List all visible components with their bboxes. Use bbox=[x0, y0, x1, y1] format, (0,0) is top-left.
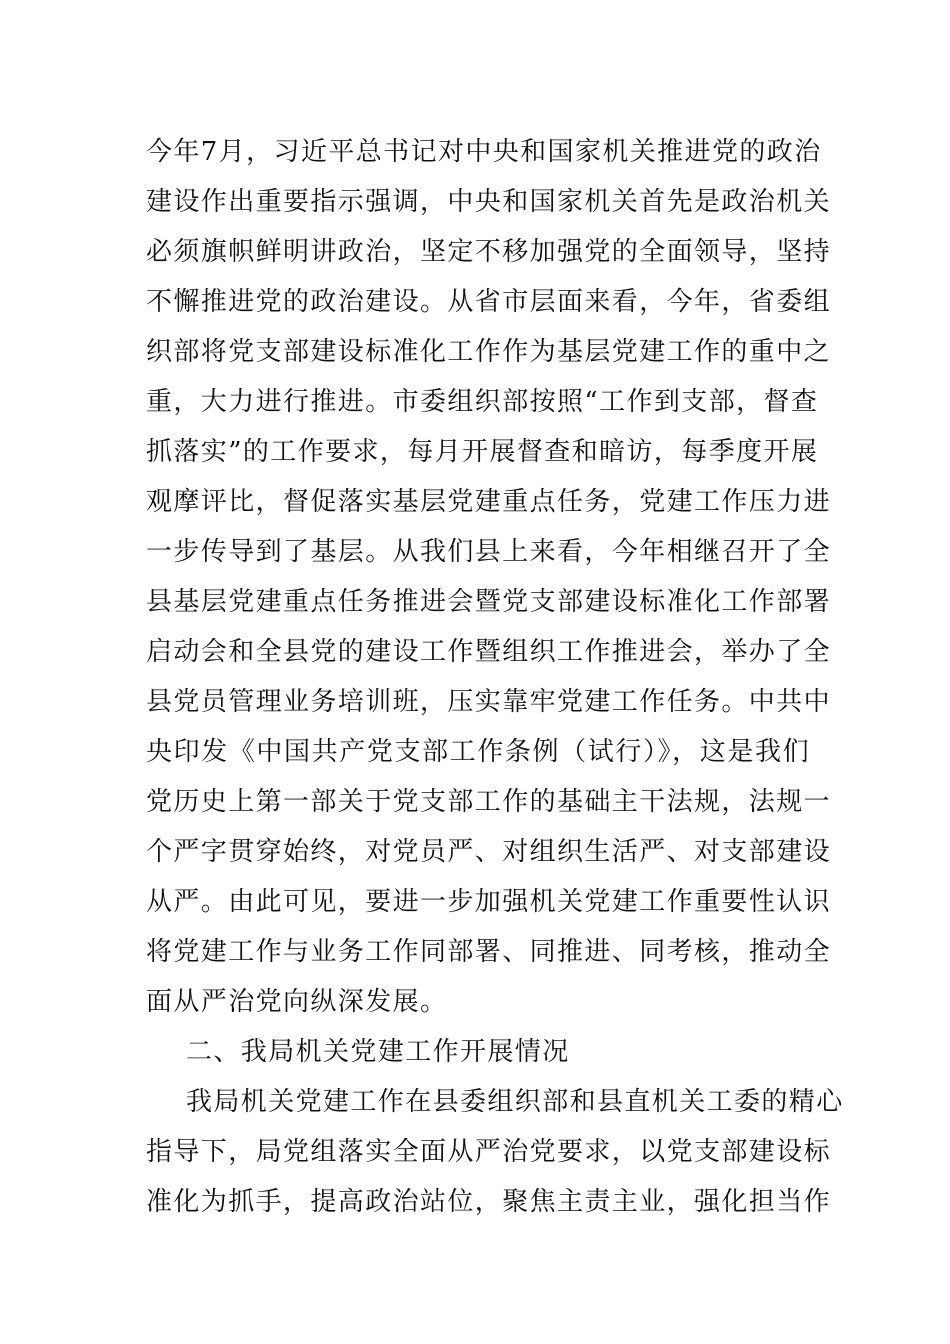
paragraph-line: 抓落实”的工作要求，每月开展督查和暗访，每季度开展 bbox=[146, 437, 819, 467]
paragraph-line: 启动会和全县党的建设工作暨组织工作推进会，举办了全 bbox=[146, 637, 832, 667]
paragraph-line: 重，大力进行推进。市委组织部按照“工作到支部，督查 bbox=[146, 387, 819, 417]
paragraph-line: 一步传导到了基层。从我们县上来看，今年相继召开了全 bbox=[146, 537, 832, 567]
paragraph-line: 县党员管理业务培训班，压实靠牢党建工作任务。中共中 bbox=[146, 687, 832, 717]
section-heading: 二、我局机关党建工作开展情况 bbox=[186, 1037, 570, 1067]
paragraph-line: 观摩评比，督促落实基层党建重点任务，党建工作压力进 bbox=[146, 487, 832, 517]
paragraph-line: 必须旗帜鲜明讲政治，坚定不移加强党的全面领导，坚持 bbox=[146, 237, 832, 267]
paragraph-line: 面从严治党向纵深发展。 bbox=[146, 987, 448, 1017]
paragraph-line: 织部将党支部建设标准化工作作为基层党建工作的重中之 bbox=[146, 337, 832, 367]
paragraph-line: 我局机关党建工作在县委组织部和县直机关工委的精心 bbox=[186, 1087, 844, 1117]
paragraph-line: 将党建工作与业务工作同部署、同推进、同考核，推动全 bbox=[146, 937, 832, 967]
paragraph-line: 县基层党建重点任务推进会暨党支部建设标准化工作部署 bbox=[146, 587, 832, 617]
paragraph-line: 个严字贯穿始终，对党员严、对组织生活严、对支部建设 bbox=[146, 837, 832, 867]
paragraph-line: 准化为抓手，提高政治站位，聚焦主责主业，强化担当作 bbox=[146, 1187, 832, 1217]
paragraph-line: 今年7月，习近平总书记对中央和国家机关推进党的政治 bbox=[146, 137, 822, 167]
paragraph-line: 央印发《中国共产党支部工作条例（试行）》，这是我们 bbox=[146, 737, 810, 767]
paragraph-line: 从严。由此可见，要进一步加强机关党建工作重要性认识 bbox=[146, 887, 832, 917]
paragraph-line: 党历史上第一部关于党支部工作的基础主干法规，法规一 bbox=[146, 787, 832, 817]
paragraph-line: 不懈推进党的政治建设。从省市层面来看，今年，省委组 bbox=[146, 287, 832, 317]
paragraph-line: 指导下，局党组落实全面从严治党要求，以党支部建设标 bbox=[146, 1137, 832, 1167]
paragraph-line: 建设作出重要指示强调，中央和国家机关首先是政治机关 bbox=[146, 187, 832, 217]
